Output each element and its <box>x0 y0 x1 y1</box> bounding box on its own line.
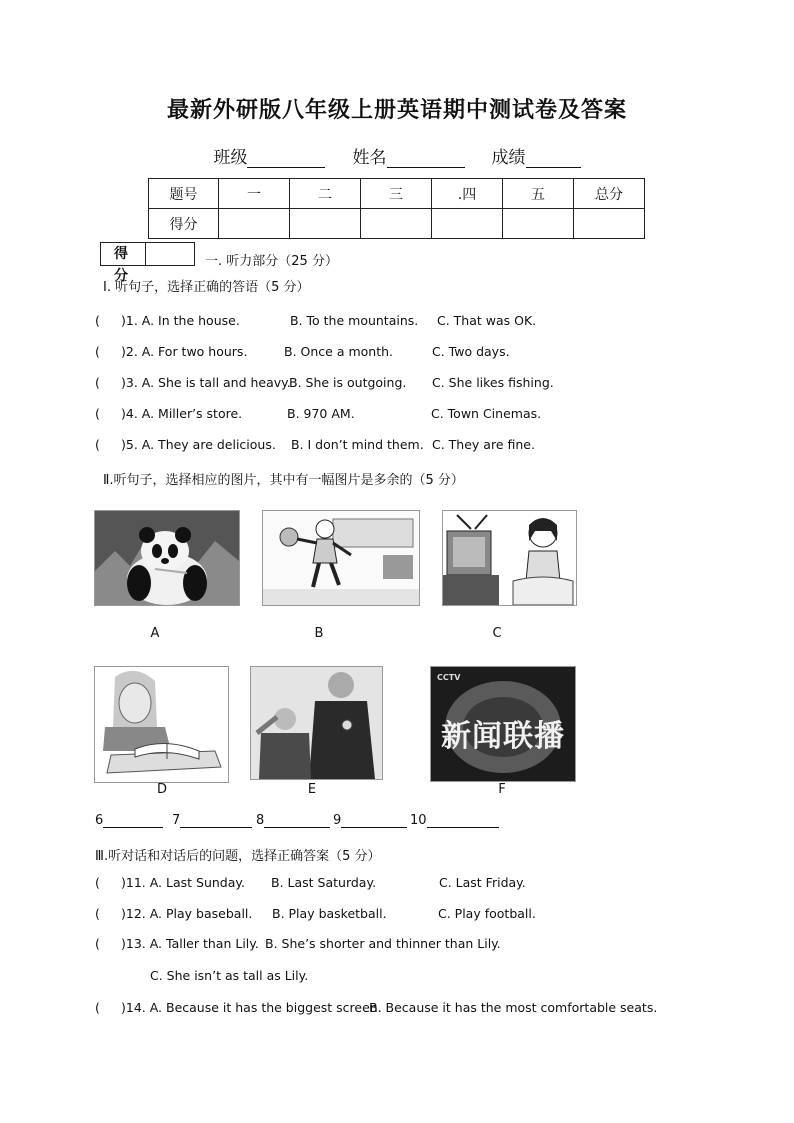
answer-blank[interactable] <box>95 813 163 828</box>
score-cell[interactable] <box>361 209 432 239</box>
option-a: )13. A. Taller than Lily. <box>121 936 259 951</box>
option-b: B. Play basketball. <box>272 906 387 921</box>
answer-paren[interactable]: ( <box>95 344 100 359</box>
option-c: C. Town Cinemas. <box>431 406 542 421</box>
class-label: 班级 <box>213 148 248 168</box>
option-a: )2. A. For two hours. <box>121 344 248 359</box>
score-cell[interactable] <box>503 209 574 239</box>
question-row <box>95 437 276 452</box>
header-cell: 五 <box>503 179 574 209</box>
defen-box <box>100 242 195 284</box>
score-blank[interactable] <box>526 149 581 168</box>
two-men-illustration <box>251 667 382 779</box>
header-cell: 题号 <box>149 179 219 209</box>
header-cell: 一 <box>219 179 290 209</box>
answer-blank[interactable] <box>172 813 252 828</box>
answer-paren[interactable]: ( <box>95 313 100 328</box>
option-a: )12. A. Play baseball. <box>121 906 253 921</box>
option-b: B. Because it has the most comfortable seats. <box>369 1000 658 1015</box>
picture-tv-girl <box>442 510 577 606</box>
option-a: )3. A. She is tall and heavy. <box>121 375 291 390</box>
blank-number: 9 <box>333 813 342 828</box>
row-label: 得分 <box>149 209 219 239</box>
blank-number: 10 <box>410 813 427 828</box>
picture-caption: E <box>307 782 317 797</box>
option-c: C. They are fine. <box>432 437 535 452</box>
answer-paren[interactable]: ( <box>95 375 100 390</box>
question-row <box>95 406 242 421</box>
score-cell[interactable] <box>219 209 290 239</box>
question-row <box>95 906 252 921</box>
option-b: B. To the mountains. <box>290 313 419 328</box>
answer-blank[interactable] <box>410 813 499 828</box>
score-cell[interactable] <box>574 209 645 239</box>
option-b: B. She is outgoing. <box>289 375 407 390</box>
score-table <box>148 178 645 239</box>
question-row <box>95 344 247 359</box>
section2-heading: Ⅱ.听句子，选择相应的图片，其中有一幅图片是多余的（5 分） <box>103 473 464 488</box>
option-a: )14. A. Because it has the biggest screen. <box>121 1000 382 1015</box>
picture-news <box>430 666 576 782</box>
option-b: B. I don’t mind them. <box>291 437 424 452</box>
option-a: )4. A. Miller’s store. <box>121 406 243 421</box>
score-table-header <box>149 179 645 209</box>
name-label: 姓名 <box>352 148 387 168</box>
cctv-logo: CCTV <box>437 673 461 682</box>
answer-blank[interactable] <box>256 813 330 828</box>
picture-basketball <box>262 510 420 606</box>
name-blank[interactable] <box>387 149 465 168</box>
basketball-illustration <box>263 511 419 605</box>
answer-paren[interactable]: ( <box>95 406 100 421</box>
page-title: 最新外研版八年级上册英语期中测试卷及答案 <box>166 98 627 123</box>
answer-blank[interactable] <box>333 813 407 828</box>
answer-paren[interactable]: ( <box>95 1000 100 1015</box>
header-cell: 三 <box>361 179 432 209</box>
reading-girl-illustration <box>95 667 228 782</box>
option-b: B. Once a month. <box>284 344 393 359</box>
answer-paren[interactable]: ( <box>95 875 100 890</box>
part1-heading: 一. 听力部分（25 分） <box>205 254 338 269</box>
tv-girl-illustration <box>443 511 576 605</box>
option-c: C. Two days. <box>432 344 510 359</box>
blank-number: 7 <box>172 813 181 828</box>
score-cell[interactable] <box>432 209 503 239</box>
picture-reading-girl <box>94 666 229 783</box>
picture-caption: A <box>150 626 160 641</box>
section3-heading: Ⅲ.听对话和对话后的问题，选择正确答案（5 分） <box>95 849 381 864</box>
picture-panda <box>94 510 240 606</box>
answer-paren[interactable]: ( <box>95 936 100 951</box>
defen-label: 得 分 <box>100 242 146 266</box>
news-title-text: 新闻联播 <box>441 719 565 754</box>
class-blank[interactable] <box>247 149 325 168</box>
score-table-row <box>149 209 645 239</box>
option-c: C. Play football. <box>438 906 536 921</box>
answer-paren[interactable]: ( <box>95 906 100 921</box>
student-info <box>0 143 794 168</box>
blank-number: 8 <box>256 813 265 828</box>
option-c: C. Last Friday. <box>439 875 526 890</box>
option-b: B. 970 AM. <box>287 406 355 421</box>
question-row <box>95 936 259 951</box>
picture-caption: B <box>314 626 324 641</box>
defen-input-box[interactable] <box>146 242 195 266</box>
question-row <box>95 375 291 390</box>
question-row <box>95 875 245 890</box>
option-c: C. That was OK. <box>437 313 537 328</box>
option-b: B. She’s shorter and thinner than Lily. <box>265 936 501 951</box>
picture-caption: C <box>492 626 502 641</box>
section1-heading: Ⅰ. 听句子，选择正确的答语（5 分） <box>103 280 310 295</box>
score-cell[interactable] <box>290 209 361 239</box>
question-row <box>95 313 240 328</box>
option-c: C. She isn’t as tall as Lily. <box>150 968 309 983</box>
blank-number: 6 <box>95 813 104 828</box>
option-b: B. Last Saturday. <box>271 875 377 890</box>
option-c: C. She likes fishing. <box>432 375 554 390</box>
score-label: 成绩 <box>491 148 526 168</box>
option-a: )1. A. In the house. <box>121 313 240 328</box>
answer-paren[interactable]: ( <box>95 437 100 452</box>
picture-caption: D <box>156 782 167 797</box>
picture-two-men <box>250 666 383 780</box>
question-row <box>95 1000 382 1015</box>
panda-illustration <box>95 511 239 605</box>
picture-caption: F <box>498 782 506 797</box>
header-cell: 二 <box>290 179 361 209</box>
option-a: )11. A. Last Sunday. <box>121 875 245 890</box>
option-a: )5. A. They are delicious. <box>121 437 276 452</box>
header-cell: 总分 <box>574 179 645 209</box>
header-cell: .四 <box>432 179 503 209</box>
